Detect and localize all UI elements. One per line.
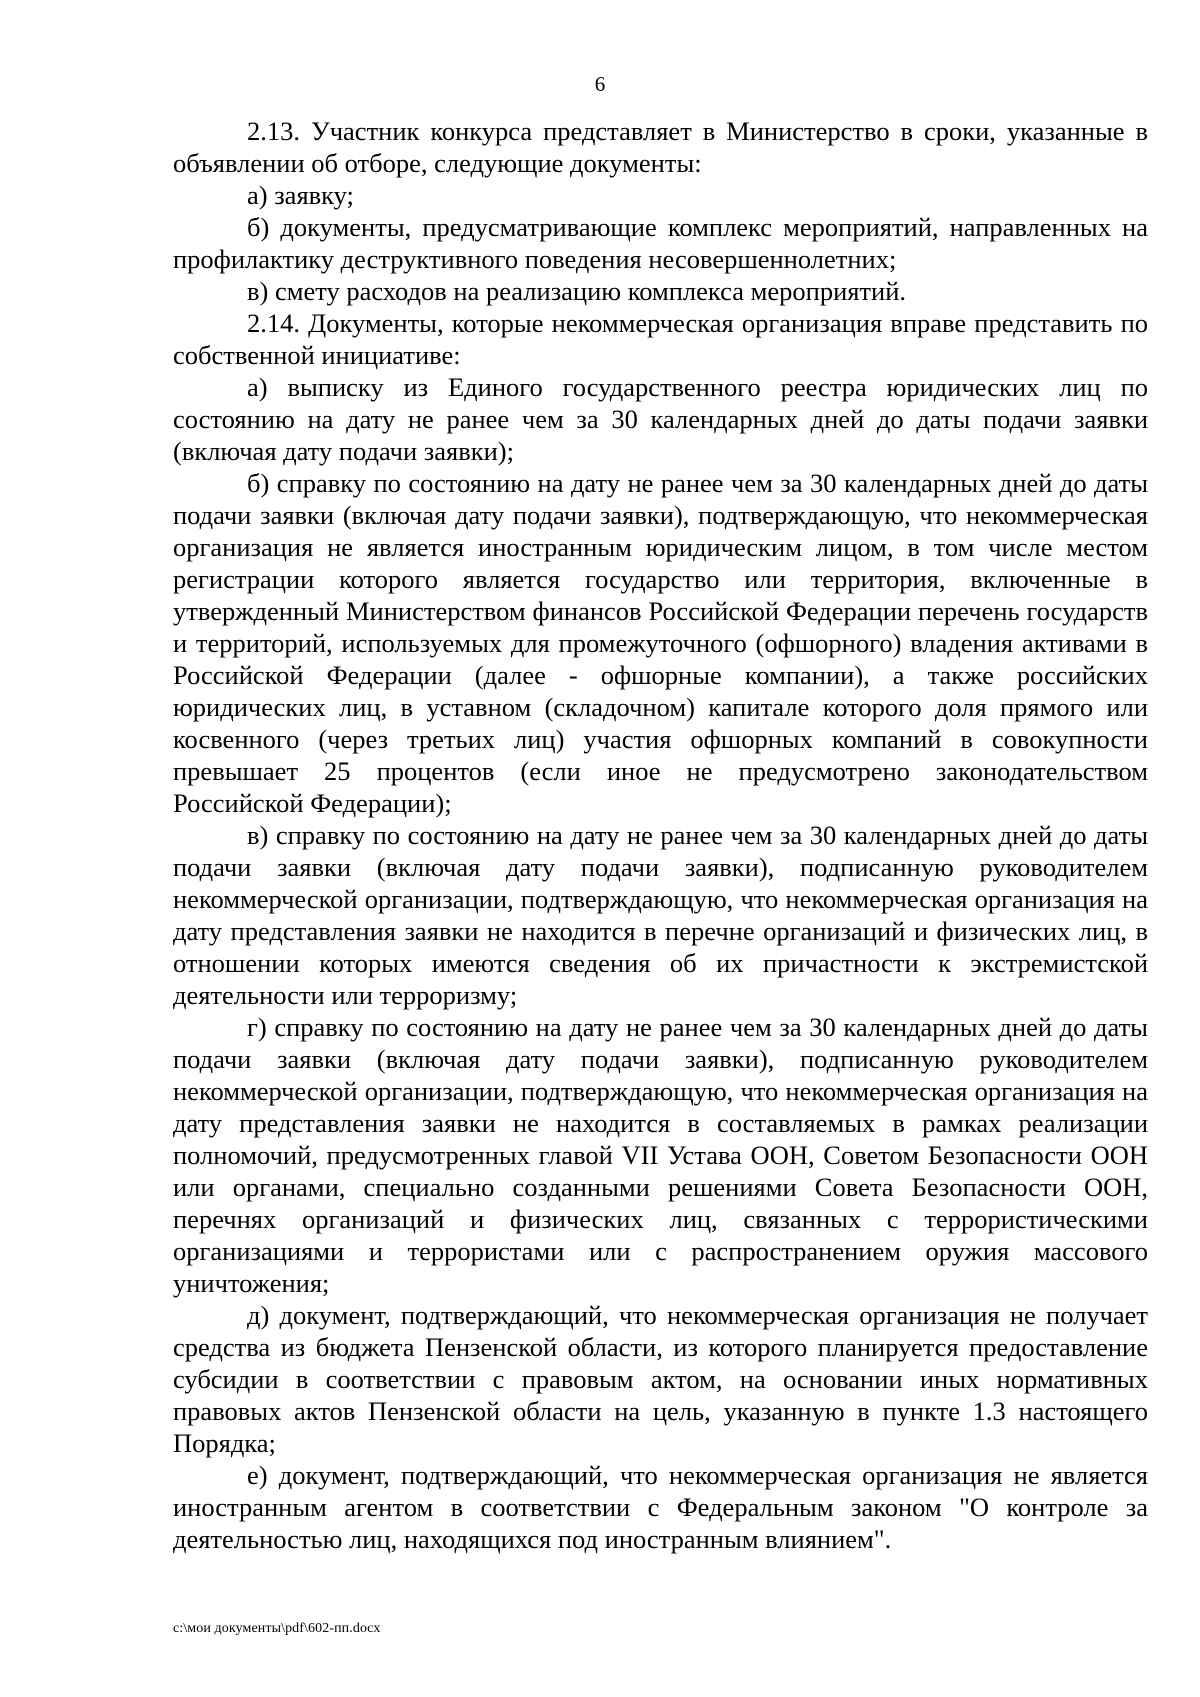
list-item-g-un-lists-certificate: г) справку по состоянию на дату не ранее чем за 30 календарных дней до даты подачи заявки (включая дату подачи заявки), подписанную руководителем некоммерческой организации, подтверждающую, что некоммерческая организация на дату представления заявки не находится в составляемых в рамках реализации полномочий, предусмотренных главой VII Устава ООН, Советом Безопасности ООН или органами, специально созданными решениями Совета Безопасности ООН, перечнях организаций и физических лиц, связанных с террористическими организациями и террористами или с распространением оружия массового уничтожения; xyxy=(173,1012,1148,1298)
list-item-a-registry-extract: а) выписку из Единого государственного реестра юридических лиц по состоянию на дату не ранее чем за 30 календарных дней до даты подачи заявки (включая дату подачи заявки); xyxy=(173,372,1148,466)
paragraph-2-14: 2.14. Документы, которые некоммерческая организация вправе представить по собственной инициативе: xyxy=(173,308,1148,370)
paragraph-2-13: 2.13. Участник конкурса представляет в Министерство в сроки, указанные в объявлении об отборе, следующие документы: xyxy=(173,116,1148,178)
footer-file-path: c:\мои документы\pdf\602-пп.docx xyxy=(173,1621,381,1636)
list-item-a-application: а) заявку; xyxy=(247,180,354,210)
page-number: 6 xyxy=(594,72,606,96)
list-item-v-extremism-certificate: в) справку по состоянию на дату не ранее чем за 30 календарных дней до даты подачи заявки (включая дату подачи заявки), подписанную руководителем некоммерческой организации, подтверждающую, что некоммерческая организация на дату представления заявки не находится в перечне организаций и физических лиц, в отношении которых имеются сведения об их причастности к экстремистской деятельности или терроризму; xyxy=(173,820,1148,1010)
list-item-b-offshore-certificate: б) справку по состоянию на дату не ранее чем за 30 календарных дней до даты подачи заявки (включая дату подачи заявки), подтверждающую, что некоммерческая организация не является иностранным юридическим лицом, в том числе местом регистрации которого является государство или территория, включенные в утвержденный Министерством финансов Российской Федерации перечень государств и территорий, используемых для промежуточного (офшорного) владения активами в Российской Федерации (далее - офшорные компании), а также российских юридических лиц, в уставном (складочном) капитале которого доля прямого или косвенного (через третьих лиц) участия офшорных компаний в совокупности превышает 25 процентов (если иное не предусмотрено законодательством Российской Федерации); xyxy=(173,468,1148,818)
list-item-d-budget-document: д) документ, подтверждающий, что некоммерческая организация не получает средства из бюджета Пензенской области, из которого планируется предоставление субсидии в соответствии с правовым актом, на основании иных нормативных правовых актов Пензенской области на цель, указанную в пункте 1.3 настоящего Порядка; xyxy=(173,1300,1148,1458)
list-item-v-estimate: в) смету расходов на реализацию комплекса мероприятий. xyxy=(247,276,907,306)
list-item-e-foreign-agent-document: е) документ, подтверждающий, что некоммерческая организация не является иностранным агентом в соответствии с Федеральным законом "О контроле за деятельностью лиц, находящихся под иностранным влиянием". xyxy=(173,1460,1148,1554)
document-body xyxy=(173,115,1148,1555)
list-item-b-documents: б) документы, предусматривающие комплекс мероприятий, направленных на профилактику деструктивного поведения несовершеннолетних; xyxy=(173,212,1148,274)
